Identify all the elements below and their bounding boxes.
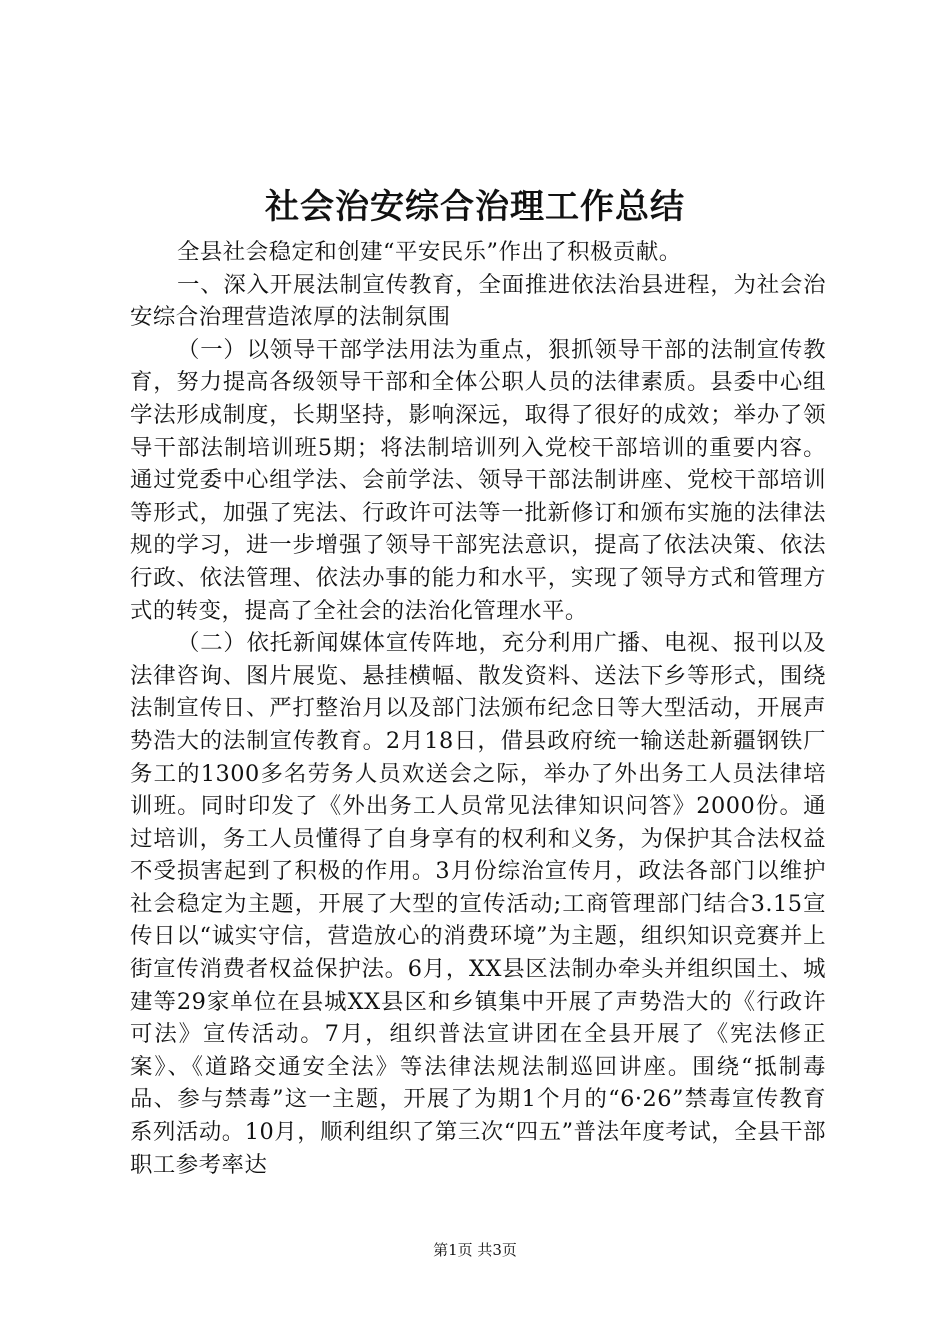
paragraph-2: （二）依托新闻媒体宣传阵地，充分利用广播、电视、报刊以及法律咨询、图片展览、悬挂横幅、散发资料、送法下乡等形式，围绕法制宣传日、严打整治月以及部门法颁布纪念日等大型活动，开展声势浩大的法制宣传教育。2月18日，借县政府统一输送赴新疆钢铁厂务工的1300多名劳务人员欢送会之际，举办了外出务工人员法律培训班。同时印发了《外出务工人员常见法律知识问答》2000份。通过培训，务工人员懂得了自身享有的权利和义务，为保护其合法权益不受损害起到了积极的作用。3月份综治宣传月，政法各部门以维护社会稳定为主题，开展了大型的宣传活动;工商管理部门结合3.15宣传日以“诚实守信，营造放心的消费环境”为主题，组织知识竞赛并上街宣传消费者权益保护法。6月，XX县区法制办牵头并组织国土、城建等29家单位在县城XX县区和乡镇集中开展了声势浩大的《行政许可法》宣传活动。7月，组织普法宣讲团在全县开展了《宪法修正案》、《道路交通安全法》等法律法规法制巡回讲座。围绕“抵制毒品、参与禁毒”这一主题，开展了为期1个月的“6·26”禁毒宣传教育系列活动。10月，顺利组织了第三次“四五”普法年度考试，全县干部职工参考率达 <box>130 630 826 1178</box>
paragraph-intro: 全县社会稳定和创建“平安民乐”作出了积极贡献。 <box>177 239 682 265</box>
paragraph-1: （一）以领导干部学法用法为重点，狠抓领导干部的法制宣传教育，努力提高各级领导干部和全体公职人员的法律素质。县委中心组学法形成制度，长期坚持，影响深远，取得了很好的成效；举办了领导干部法制培训班5期；将法制培训列入党校干部培训的重要内容。通过党委中心组学法、会前学法、领导干部法制讲座、党校干部培训等形式，加强了宪法、行政许可法等一批新修订和颁布实施的法律法规的学习，进一步增强了领导干部宪法意识，提高了依法决策、依法行政、依法管理、依法办事的能力和水平，实现了领导方式和管理方式的转变，提高了全社会的法治化管理水平。 <box>130 336 826 624</box>
document-title: 社会治安综合治理工作总结 <box>265 187 685 227</box>
section-heading-1: 一、深入开展法制宣传教育，全面推进依法治县进程，为社会治安综合治理营造浓厚的法制氛围 <box>130 271 826 331</box>
page-footer <box>0 1240 950 1260</box>
page-number: 第1页 共3页 <box>433 1241 517 1259</box>
document-body <box>130 236 826 1181</box>
